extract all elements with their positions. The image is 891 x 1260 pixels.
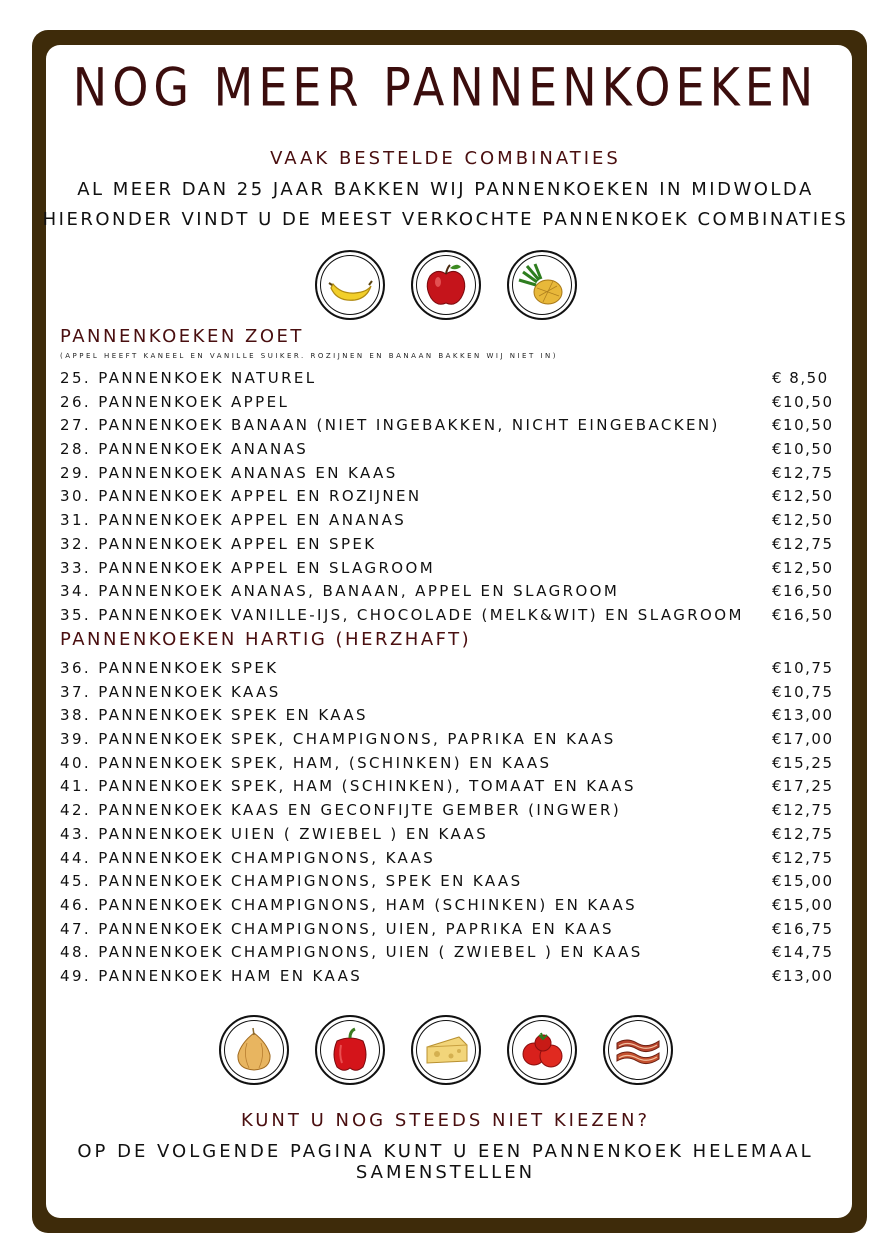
menu-item <box>60 657 842 681</box>
item-name: 36. PANNENKOEK SPEK <box>60 659 279 677</box>
item-price: €13,00 <box>772 706 834 725</box>
item-price: €15,00 <box>772 895 834 914</box>
item-name: 44. PANNENKOEK CHAMPIGNONS, KAAS <box>60 848 436 867</box>
item-price: €10,75 <box>772 659 834 677</box>
menu-item <box>60 894 842 918</box>
intro-line-2: HIERONDER VINDT U DE MEEST VERKOCHTE PANNENKOEK COMBINATIES <box>42 209 849 230</box>
tomato-icon <box>507 1015 577 1085</box>
menu-item <box>60 391 842 415</box>
item-price: €16,50 <box>772 605 834 624</box>
item-name: 40. PANNENKOEK SPEK, HAM, (SCHINKEN) EN KAAS <box>60 753 552 772</box>
item-name: 49. PANNENKOEK HAM EN KAAS <box>60 966 363 985</box>
menu-item <box>60 604 842 628</box>
item-price: €12,50 <box>772 511 834 530</box>
menu-item <box>60 485 842 509</box>
item-price: €12,50 <box>772 558 834 577</box>
pineapple-icon <box>507 250 577 320</box>
item-price: €10,50 <box>772 416 834 435</box>
menu-item <box>60 509 842 533</box>
item-name: 48. PANNENKOEK CHAMPIGNONS, UIEN ( ZWIEBEL ) EN KAAS <box>60 943 643 962</box>
item-name: 25. PANNENKOEK NATUREL <box>60 369 317 387</box>
item-name: 47. PANNENKOEK CHAMPIGNONS, UIEN, PAPRIKA EN KAAS <box>60 919 614 938</box>
item-price: €10,50 <box>772 440 834 459</box>
item-name: 38. PANNENKOEK SPEK EN KAAS <box>60 706 368 725</box>
menu-item <box>60 941 842 965</box>
apple-icon <box>411 250 481 320</box>
menu-item <box>60 414 842 438</box>
item-name: 26. PANNENKOEK APPEL <box>60 392 290 411</box>
menu-item <box>60 438 842 462</box>
item-price: €16,75 <box>772 919 834 938</box>
menu-item <box>60 918 842 942</box>
menu-item <box>60 681 842 705</box>
menu-item <box>60 462 842 486</box>
section-heading-zoet: PANNENKOEKEN ZOET <box>60 326 304 347</box>
item-price: €17,00 <box>772 730 834 749</box>
item-name: 45. PANNENKOEK CHAMPIGNONS, SPEK EN KAAS <box>60 872 523 891</box>
menu-item <box>60 580 842 604</box>
intro-line-1: AL MEER DAN 25 JAAR BAKKEN WIJ PANNENKOEKEN IN MIDWOLDA <box>77 179 814 200</box>
menu-item <box>60 847 842 871</box>
bottom-ingredient-icons <box>0 1015 891 1085</box>
item-name: 31. PANNENKOEK APPEL EN ANANAS <box>60 511 407 530</box>
bell-pepper-icon <box>315 1015 385 1085</box>
item-name: 39. PANNENKOEK SPEK, CHAMPIGNONS, PAPRIKA EN KAAS <box>60 730 616 749</box>
item-name: 33. PANNENKOEK APPEL EN SLAGROOM <box>60 558 436 577</box>
onion-icon <box>219 1015 289 1085</box>
cheese-icon <box>411 1015 481 1085</box>
item-name: 29. PANNENKOEK ANANAS EN KAAS <box>60 463 398 482</box>
item-name: 42. PANNENKOEK KAAS EN GECONFIJTE GEMBER (INGWER) <box>60 801 622 820</box>
item-name: 41. PANNENKOEK SPEK, HAM (SCHINKEN), TOMAAT EN KAAS <box>60 777 636 796</box>
menu-item <box>60 752 842 776</box>
item-price: €10,75 <box>772 682 834 701</box>
top-ingredient-icons <box>0 250 891 320</box>
item-name: 28. PANNENKOEK ANANAS <box>60 440 309 459</box>
item-price: €12,50 <box>772 487 834 506</box>
menu-item <box>60 799 842 823</box>
item-price: €17,25 <box>772 777 834 796</box>
item-price: €12,75 <box>772 801 834 820</box>
item-name: 30. PANNENKOEK APPEL EN ROZIJNEN <box>60 487 422 506</box>
item-name: 35. PANNENKOEK VANILLE-IJS, CHOCOLADE (MELK&WIT) EN SLAGROOM <box>60 605 744 624</box>
item-price: €15,00 <box>772 872 834 891</box>
menu-item <box>60 870 842 894</box>
item-name: 37. PANNENKOEK KAAS <box>60 682 281 701</box>
item-price: €12,75 <box>772 534 834 553</box>
menu-item <box>60 965 842 989</box>
menu-item <box>60 704 842 728</box>
item-name: 27. PANNENKOEK BANAAN (NIET INGEBAKKEN, NICHT EINGEBACKEN) <box>60 416 720 435</box>
item-price: €13,00 <box>772 966 834 985</box>
item-name: 43. PANNENKOEK UIEN ( ZWIEBEL ) EN KAAS <box>60 824 489 843</box>
item-price: €12,75 <box>772 824 834 843</box>
section-note-zoet: (APPEL HEEFT KANEEL EN VANILLE SUIKER. ROZIJNEN EN BANAAN BAKKEN WIJ NIET IN) <box>60 352 559 360</box>
banana-icon <box>315 250 385 320</box>
item-price: €16,50 <box>772 582 834 601</box>
item-price: €12,75 <box>772 848 834 867</box>
menu-item <box>60 823 842 847</box>
item-price: €10,50 <box>772 392 834 411</box>
menu-item <box>60 728 842 752</box>
footer-question: KUNT U NOG STEEDS NIET KIEZEN? <box>240 1110 651 1131</box>
menu-item <box>60 533 842 557</box>
footer-text: OP DE VOLGENDE PAGINA KUNT U EEN PANNENKOEK HELEMAAL SAMENSTELLEN <box>77 1141 814 1183</box>
bacon-icon <box>603 1015 673 1085</box>
item-price: € 8,50 <box>772 369 829 387</box>
section-heading-hartig: PANNENKOEKEN HARTIG (HERZHAFT) <box>60 629 472 650</box>
item-name: 32. PANNENKOEK APPEL EN SPEK <box>60 534 377 553</box>
page-title: NOG MEER PANNENKOEKEN <box>72 55 819 119</box>
item-price: €15,25 <box>772 753 834 772</box>
menu-item <box>60 367 842 391</box>
menu-item <box>60 775 842 799</box>
item-name: 34. PANNENKOEK ANANAS, BANAAN, APPEL EN SLAGROOM <box>60 582 620 601</box>
menu-list-zoet <box>60 367 842 628</box>
item-price: €14,75 <box>772 943 834 962</box>
menu-item <box>60 557 842 581</box>
item-price: €12,75 <box>772 463 834 482</box>
page-subtitle: VAAK BESTELDE COMBINATIES <box>270 148 621 169</box>
menu-list-hartig <box>60 657 842 989</box>
item-name: 46. PANNENKOEK CHAMPIGNONS, HAM (SCHINKEN) EN KAAS <box>60 895 638 914</box>
